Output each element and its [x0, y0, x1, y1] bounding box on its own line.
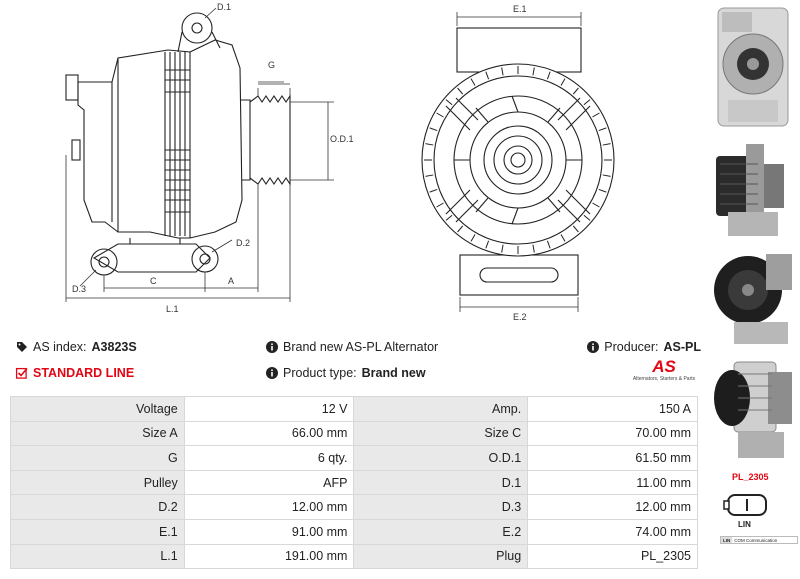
info-icon: [266, 341, 278, 353]
as-index: [16, 340, 137, 354]
label-d3: D.3: [72, 284, 87, 294]
label-e2: E.2: [513, 312, 527, 322]
label-d2: D.2: [236, 238, 251, 248]
spec-row: [11, 446, 698, 471]
spec-value: 11.00 mm: [528, 470, 698, 495]
product-info: [16, 336, 701, 386]
spec-value: 150 A: [528, 397, 698, 422]
brand-line: [266, 340, 438, 354]
front-view-drawing: [415, 0, 615, 330]
alternator-side-photo[interactable]: [708, 134, 798, 242]
product-type: [266, 366, 426, 380]
producer-label: Producer:: [604, 340, 659, 354]
spec-key: L.1: [11, 544, 185, 569]
logo-tagline: Alternators, Starters & Parts: [632, 376, 696, 382]
spec-key: Voltage: [11, 397, 185, 422]
spec-row: [11, 519, 698, 544]
standard-line-text: STANDARD LINE: [33, 366, 135, 380]
producer-value: AS-PL: [663, 340, 701, 354]
spec-row: [11, 397, 698, 422]
as-index-label: AS index:: [33, 340, 87, 354]
label-l1: L.1: [166, 304, 179, 314]
as-pl-logo: [629, 358, 699, 382]
label-a: A: [228, 276, 235, 286]
alternator-front-photo[interactable]: [708, 4, 798, 130]
info-icon: [266, 367, 278, 379]
spec-key: Pulley: [11, 470, 185, 495]
spec-value: 91.00 mm: [184, 519, 354, 544]
spec-key: D.2: [11, 495, 185, 520]
spec-key: G: [11, 446, 185, 471]
plug-type: LIN: [738, 520, 751, 529]
spec-value: 191.00 mm: [184, 544, 354, 569]
standard-line: [16, 366, 134, 380]
spec-key: Plug: [354, 544, 528, 569]
plug-legend-key: LIN: [723, 537, 731, 543]
spec-value: PL_2305: [528, 544, 698, 569]
spec-key: Amp.: [354, 397, 528, 422]
plug-info: [716, 470, 800, 579]
spec-value: AFP: [184, 470, 354, 495]
spec-value: 70.00 mm: [528, 421, 698, 446]
label-d1: D.1: [217, 2, 232, 12]
product-type-value: Brand new: [361, 366, 426, 380]
spec-row: [11, 495, 698, 520]
label-g: G: [268, 60, 276, 70]
info-icon: [587, 341, 599, 353]
spec-value: 12 V: [184, 397, 354, 422]
producer: [587, 340, 701, 354]
spec-table: [10, 396, 698, 569]
tag-icon: [16, 341, 28, 353]
product-type-label: Product type:: [283, 366, 357, 380]
logo-text: AS: [652, 357, 676, 376]
spec-key: E.2: [354, 519, 528, 544]
plug-legend: [720, 536, 798, 544]
spec-row: [11, 421, 698, 446]
spec-key: D.3: [354, 495, 528, 520]
spec-value: 74.00 mm: [528, 519, 698, 544]
spec-key: D.1: [354, 470, 528, 495]
side-view-drawing: [55, 0, 354, 330]
spec-value: 66.00 mm: [184, 421, 354, 446]
plug-legend-value: COM Communication: [734, 537, 778, 543]
spec-key: O.D.1: [354, 446, 528, 471]
spec-value: 6 qty.: [184, 446, 354, 471]
spec-row: [11, 544, 698, 569]
spec-key: Size C: [354, 421, 528, 446]
alternator-rear-photo[interactable]: [708, 244, 798, 348]
spec-value: 12.00 mm: [528, 495, 698, 520]
checkbox-checked-icon: [16, 367, 28, 379]
spec-row: [11, 470, 698, 495]
spec-value: 61.50 mm: [528, 446, 698, 471]
spec-key: E.1: [11, 519, 185, 544]
label-od1: O.D.1: [330, 134, 354, 144]
spec-key: Size A: [11, 421, 185, 446]
spec-value: 12.00 mm: [184, 495, 354, 520]
as-index-value: A3823S: [91, 340, 137, 354]
label-e1: E.1: [513, 4, 527, 14]
plug-connector-icon: [722, 492, 772, 520]
label-c: C: [150, 276, 157, 286]
brand-text: Brand new AS-PL Alternator: [283, 340, 439, 354]
plug-code: PL_2305: [732, 472, 769, 482]
alternator-angle-photo[interactable]: [708, 352, 798, 464]
